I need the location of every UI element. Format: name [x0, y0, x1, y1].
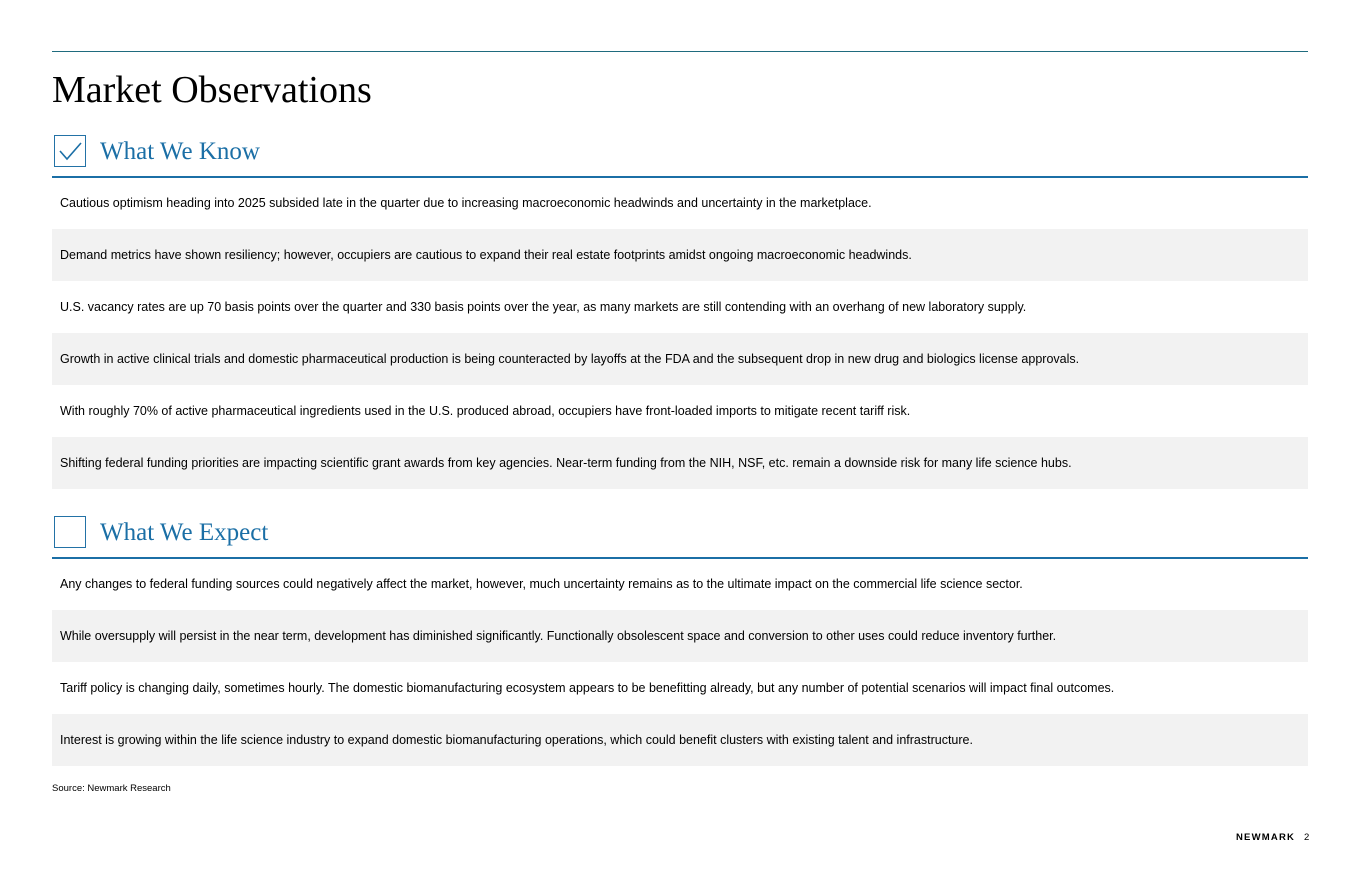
expect-list: [52, 558, 1308, 766]
list-item: Interest is growing within the life science industry to expand domestic biomanufacturing operations, which could benefit clusters with existing talent and infrastructure.: [52, 714, 1308, 766]
empty-box-icon: [54, 516, 86, 548]
list-item: Tariff policy is changing daily, sometimes hourly. The domestic biomanufacturing ecosystem appears to be benefitting already, but any number of potential scenarios will impact final outcomes.: [60, 681, 1115, 695]
list-item: Cautious optimism heading into 2025 subsided late in the quarter due to increasing macroeconomic headwinds and uncertainty in the marketplace.: [60, 196, 872, 210]
list-item: With roughly 70% of active pharmaceutical ingredients used in the U.S. produced abroad, occupiers have front-loaded imports to mitigate recent tariff risk.: [60, 404, 911, 418]
list-item: While oversupply will persist in the near term, development has diminished significantly. Functionally obsolescent space and conversion to other uses could reduce inventory further.: [52, 610, 1308, 662]
list-item: Demand metrics have shown resiliency; however, occupiers are cautious to expand their real estate footprints amidst ongoing macroeconomic headwinds.: [52, 229, 1308, 281]
section-heading-know: What We Know: [100, 138, 260, 165]
brand-logo: NEWMARK: [1236, 832, 1296, 843]
source-note: Source: Newmark Research: [52, 783, 171, 794]
list-item: Any changes to federal funding sources could negatively affect the market, however, much uncertainty remains as to the ultimate impact on the commercial life science sector.: [60, 577, 1023, 591]
page-number: 2: [1304, 832, 1310, 843]
section-header-know: [52, 135, 1308, 179]
list-item: Shifting federal funding priorities are impacting scientific grant awards from key agencies. Near-term funding from the NIH, NSF, etc. remain a downside risk for many life science hubs.: [52, 437, 1308, 489]
top-rule: [52, 51, 1308, 52]
checked-box-icon: [54, 135, 86, 167]
page-title: Market Observations: [52, 69, 372, 111]
know-list: [52, 177, 1308, 489]
section-heading-expect: What We Expect: [100, 519, 269, 546]
list-item: U.S. vacancy rates are up 70 basis points over the quarter and 330 basis points over the year, as many markets are still contending with an overhang of new laboratory supply.: [60, 300, 1027, 314]
section-header-expect: [52, 516, 1308, 560]
list-item: Growth in active clinical trials and domestic pharmaceutical production is being counteracted by layoffs at the FDA and the subsequent drop in new drug and biologics license approvals.: [52, 333, 1308, 385]
